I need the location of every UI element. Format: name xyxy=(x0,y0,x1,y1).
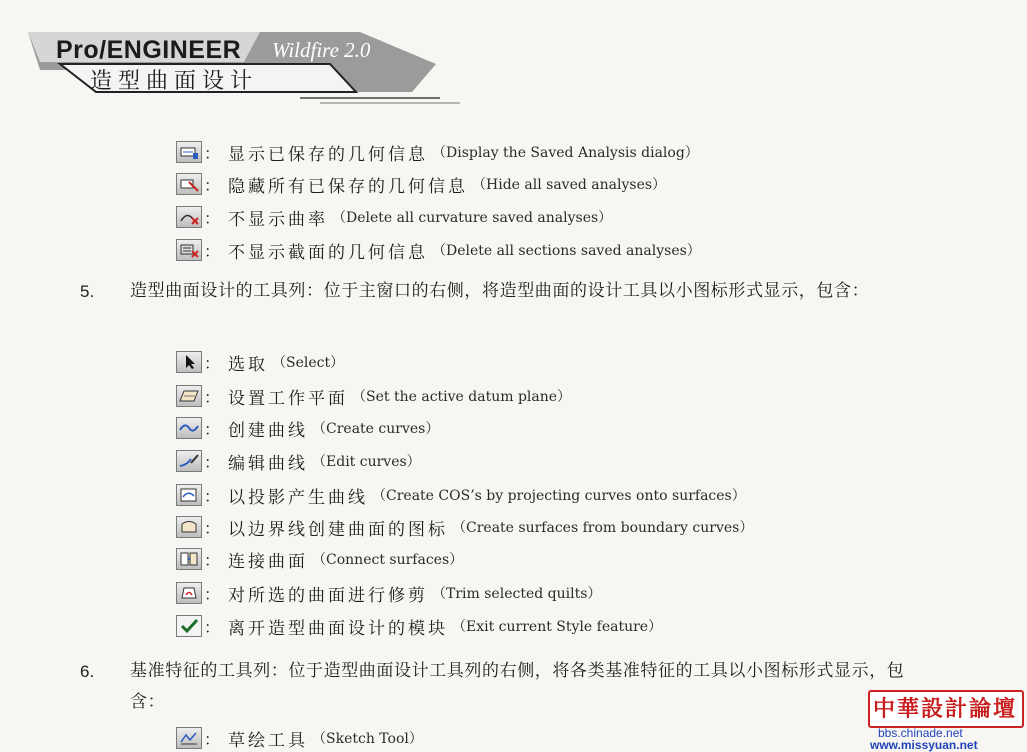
colon: ： xyxy=(204,208,221,228)
colon: ： xyxy=(204,729,221,749)
colon: ： xyxy=(204,143,221,163)
list-item xyxy=(176,138,699,166)
item-label-english: （Hide all saved analyses） xyxy=(472,177,667,193)
list-item xyxy=(176,579,601,607)
item-label: 创建曲线 xyxy=(228,420,309,441)
list-item xyxy=(176,447,421,475)
header-banner xyxy=(0,0,560,120)
list-item xyxy=(176,513,753,541)
section-5-paragraph xyxy=(80,276,1020,307)
section-number: 5. xyxy=(80,282,95,301)
hide-saved-analyses-icon xyxy=(176,173,202,195)
item-label-english: （Connect surfaces） xyxy=(312,552,464,568)
edit-curve-icon xyxy=(176,450,202,472)
section-text: 基准特征的工具列：位于造型曲面设计工具列的右侧，将各类基准特征的工具以小图标形式显示，包含： xyxy=(130,661,905,712)
item-label-english: （Create surfaces from boundary curves） xyxy=(452,520,754,536)
sketch-tool-icon xyxy=(176,727,202,749)
list-item xyxy=(176,545,463,573)
datum-plane-icon xyxy=(176,385,202,407)
item-label: 隐藏所有已保存的几何信息 xyxy=(228,176,469,197)
item-label-english: （Delete all sections saved analyses） xyxy=(432,243,701,259)
item-label-english: （Set the active datum plane） xyxy=(352,389,572,405)
brand-subtitle: Wildfire 2.0 xyxy=(272,38,371,62)
list-item xyxy=(176,348,344,376)
colon: ： xyxy=(204,518,221,538)
colon: ： xyxy=(204,353,221,373)
trim-quilts-icon xyxy=(176,582,202,604)
list-item xyxy=(176,236,701,264)
create-curve-icon xyxy=(176,417,202,439)
list-item xyxy=(176,724,423,752)
list-item xyxy=(176,170,666,198)
item-label: 不显示截面的几何信息 xyxy=(228,242,429,263)
checkmark-icon xyxy=(176,615,202,637)
list-item xyxy=(176,203,612,231)
list-item xyxy=(176,382,571,410)
item-label-english: （Create COS’s by projecting curves onto surfaces） xyxy=(372,488,746,504)
colon: ： xyxy=(204,550,221,570)
item-label: 选取 xyxy=(228,354,269,375)
colon: ： xyxy=(204,387,221,407)
item-label: 草绘工具 xyxy=(228,730,309,751)
book-title: 造型曲面设计 xyxy=(90,69,259,94)
brand-title: Pro/ENGINEER xyxy=(56,36,242,64)
item-label-english: （Select） xyxy=(272,355,345,371)
watermark xyxy=(866,690,1024,750)
item-label: 编辑曲线 xyxy=(228,453,309,474)
item-label: 以边界线创建曲面的图标 xyxy=(228,519,449,540)
list-item xyxy=(176,481,746,509)
colon: ： xyxy=(204,419,221,439)
item-label: 显示已保存的几何信息 xyxy=(228,144,429,165)
section-number: 6. xyxy=(80,662,95,681)
list-item xyxy=(176,414,439,442)
connect-surfaces-icon xyxy=(176,548,202,570)
item-label-english: （Edit curves） xyxy=(312,454,421,470)
item-label-english: （Create curves） xyxy=(312,421,440,437)
delete-sections-icon xyxy=(176,239,202,261)
colon: ： xyxy=(204,241,221,261)
item-label: 不显示曲率 xyxy=(228,209,329,230)
project-curve-icon xyxy=(176,484,202,506)
delete-curvature-icon xyxy=(176,206,202,228)
colon: ： xyxy=(204,617,221,637)
item-label: 以投影产生曲线 xyxy=(228,487,369,508)
colon: ： xyxy=(204,584,221,604)
item-label: 离开造型曲面设计的模块 xyxy=(228,618,449,639)
item-label: 连接曲面 xyxy=(228,551,309,572)
colon: ： xyxy=(204,452,221,472)
section-text: 造型曲面设计的工具列：位于主窗口的右侧，将造型曲面的设计工具以小图标形式显示，包含： xyxy=(130,281,870,301)
watermark-title: 中華設計論壇 xyxy=(872,697,1017,722)
colon: ： xyxy=(204,486,221,506)
item-label-english: （Delete all curvature saved analyses） xyxy=(332,210,613,226)
item-label-english: （Sketch Tool） xyxy=(312,731,423,747)
item-label: 设置工作平面 xyxy=(228,388,349,409)
item-label: 对所选的曲面进行修剪 xyxy=(228,585,429,606)
boundary-surface-icon xyxy=(176,516,202,538)
item-label-english: （Exit current Style feature） xyxy=(452,619,663,635)
item-label-english: （Trim selected quilts） xyxy=(432,586,602,602)
select-arrow-icon xyxy=(176,351,202,373)
watermark-url: www.missyuan.net xyxy=(870,738,978,752)
list-item xyxy=(176,612,662,640)
display-saved-analysis-icon xyxy=(176,141,202,163)
item-label-english: （Display the Saved Analysis dialog） xyxy=(432,145,699,161)
colon: ： xyxy=(204,175,221,195)
watermark-url: bbs.chinade.net xyxy=(878,726,963,740)
